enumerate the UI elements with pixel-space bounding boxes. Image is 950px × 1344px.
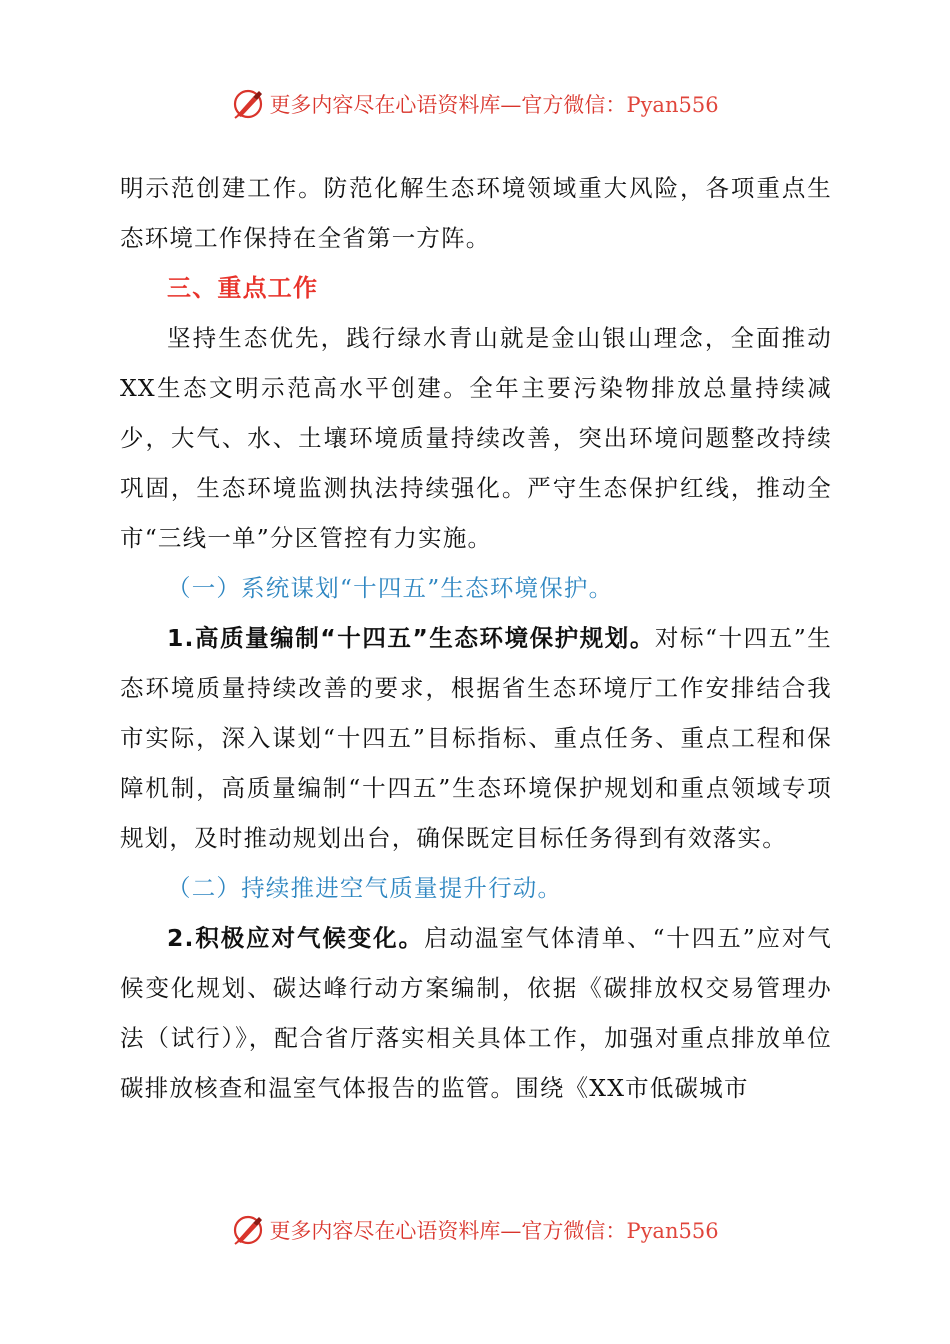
item-2-lead: 2.积极应对气候变化。 <box>167 924 424 952</box>
banner-text: 更多内容尽在心语资料库—官方微信：Pyan556 <box>269 1219 719 1243</box>
item-1-lead: 1.高质量编制“十四五”生态环境保护规划。 <box>167 624 655 652</box>
section-heading: 三、重点工作 <box>167 274 319 302</box>
wechat-id: Pyan556 <box>626 1219 719 1243</box>
document-body <box>120 163 832 1113</box>
banner-text: 更多内容尽在心语资料库—官方微信：Pyan556 <box>269 93 719 117</box>
item-2-body: 启动温室气体清单、“十四五”应对气候变化规划、碳达峰行动方案编制，依据《碳排放权交易管理办法（试行）》，配合省厅落实相关具体工作，加强对重点排放单位碳排放核查和温室气体报告的监管。围绕《XX市低碳城市 <box>120 924 832 1102</box>
subsection-heading-2: （二）持续推进空气质量提升行动。 <box>167 874 563 902</box>
footer-watermark-banner <box>0 1210 950 1250</box>
pen-logo-icon <box>231 1213 265 1247</box>
subsection-heading-1: （一）系统谋划“十四五”生态环境保护。 <box>167 574 614 602</box>
item-1-body: 对标“十四五”生态环境质量持续改善的要求，根据省生态环境厅工作安排结合我市实际，深入谋划“十四五”目标指标、重点任务、重点工程和保障机制，高质量编制“十四五”生态环境保护规划和重点领域专项规划，及时推动规划出台，确保既定目标任务得到有效落实。 <box>120 624 832 852</box>
header-watermark-banner <box>0 84 950 124</box>
paragraph-key-work: 坚持生态优先，践行绿水青山就是金山银山理念，全面推动XX生态文明示范高水平创建。全年主要污染物排放总量持续减少，大气、水、土壤环境质量持续改善，突出环境问题整改持续巩固，生态环境监测执法持续强化。严守生态保护红线，推动全市“三线一单”分区管控有力实施。 <box>120 324 832 552</box>
wechat-id: Pyan556 <box>626 93 719 117</box>
item-paragraph-2 <box>120 913 832 1113</box>
pen-logo-icon <box>231 87 265 121</box>
item-paragraph-1 <box>120 613 832 863</box>
paragraph-continued: 明示范创建工作。防范化解生态环境领域重大风险，各项重点生态环境工作保持在全省第一方阵。 <box>120 174 832 252</box>
